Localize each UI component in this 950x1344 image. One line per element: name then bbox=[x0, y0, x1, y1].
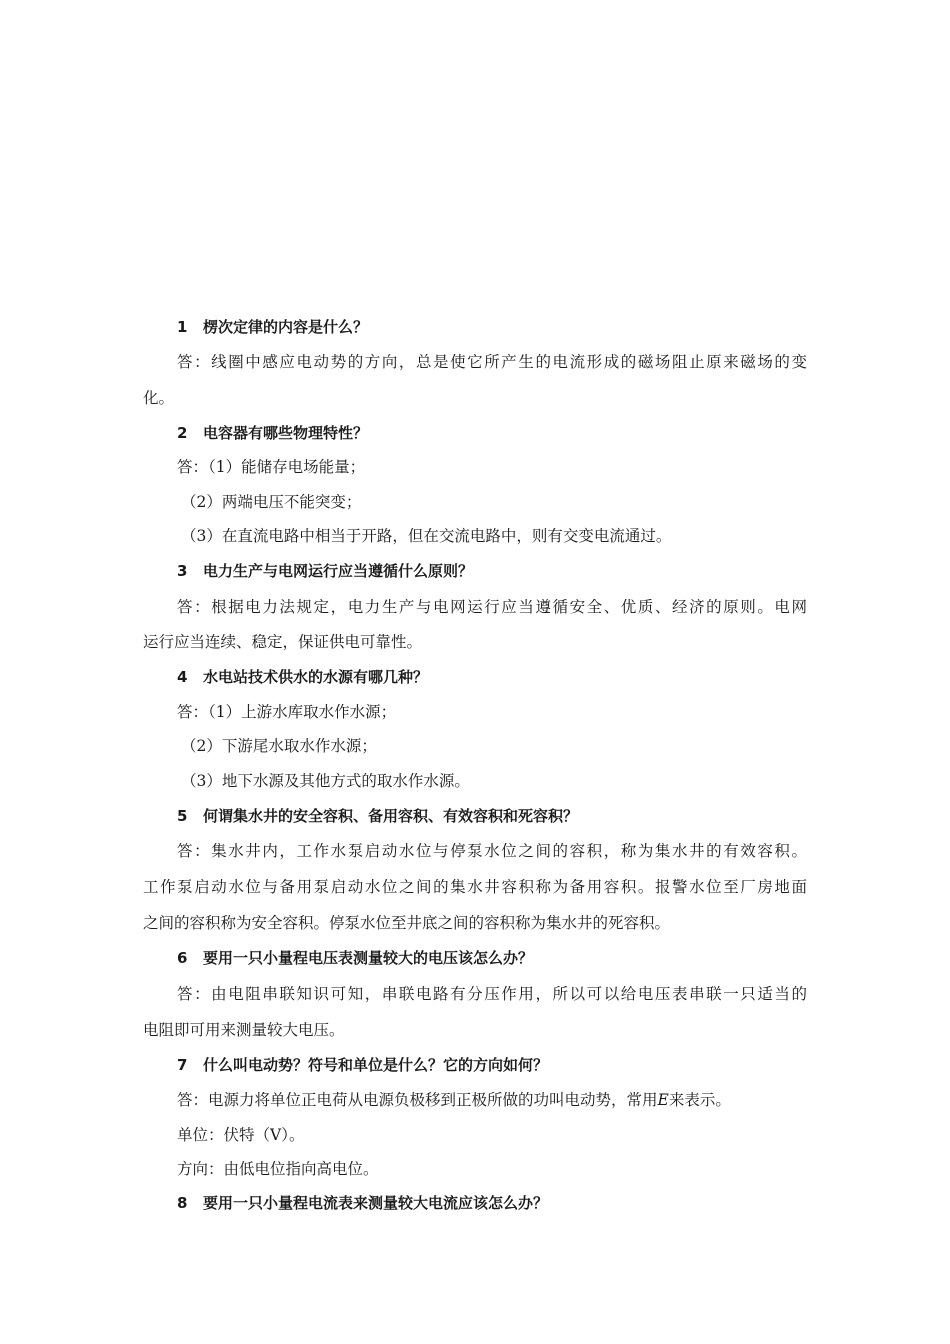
emf-symbol: E bbox=[657, 1091, 669, 1109]
answer-line: 运行应当连续、稳定，保证供电可靠性。 bbox=[143, 633, 423, 651]
answer-line: 化。 bbox=[143, 389, 175, 407]
answer-text: 来表示。 bbox=[668, 1091, 731, 1109]
answer-line: 工作泵启动水位与备用泵启动水位之间的集水井容积称为备用容积。报警水位至厂房地面 bbox=[143, 878, 807, 896]
question-title: 水电站技术供水的水源有哪几种？ bbox=[203, 668, 429, 686]
answer-line: （2）下游尾水取水作水源； bbox=[181, 737, 377, 755]
question-6-heading bbox=[177, 948, 842, 968]
question-number: 8 bbox=[177, 1194, 188, 1212]
question-title: 电力生产与电网运行应当遵循什么原则？ bbox=[203, 562, 474, 580]
question-7-heading bbox=[177, 1055, 842, 1075]
question-number: 3 bbox=[177, 562, 188, 580]
question-title: 要用一只小量程电流表来测量较大电流应该怎么办？ bbox=[203, 1194, 549, 1212]
answer-line: 单位：伏特（V）。 bbox=[177, 1126, 305, 1144]
question-number: 5 bbox=[177, 807, 188, 825]
answer-line: （3）在直流电路中相当于开路，但在交流电路中，则有交变电流通过。 bbox=[181, 527, 672, 545]
answer-line: 方向：由低电位指向高电位。 bbox=[177, 1160, 379, 1178]
answer-line: （3）地下水源及其他方式的取水作水源。 bbox=[181, 772, 470, 790]
answer-line: 答：由电阻串联知识可知，串联电路有分压作用，所以可以给电压表串联一只适当的 bbox=[177, 985, 807, 1003]
answer-line: 答：集水井内，工作水泵启动水位与停泵水位之间的容积，称为集水井的有效容积。 bbox=[177, 842, 807, 860]
question-title: 楞次定律的内容是什么？ bbox=[203, 318, 369, 336]
question-3-heading bbox=[177, 561, 842, 581]
answer-line: 电阻即可用来测量较大电压。 bbox=[143, 1021, 345, 1039]
question-number: 4 bbox=[177, 668, 188, 686]
answer-line: 之间的容积称为安全容积。停泵水位至井底之间的容积称为集水井的死容积。 bbox=[143, 914, 671, 932]
question-4-heading bbox=[177, 667, 842, 687]
question-title: 何谓集水井的安全容积、备用容积、有效容积和死容积？ bbox=[203, 807, 579, 825]
question-1-heading bbox=[177, 317, 842, 337]
answer-line bbox=[177, 1090, 842, 1110]
question-number: 1 bbox=[177, 318, 188, 336]
question-8-heading bbox=[177, 1193, 842, 1213]
question-5-heading bbox=[177, 806, 842, 826]
question-title: 什么叫电动势？符号和单位是什么？它的方向如何？ bbox=[203, 1056, 549, 1074]
answer-line: 答：（1）上游水库取水作水源； bbox=[177, 703, 397, 721]
question-title: 电容器有哪些物理特性？ bbox=[203, 424, 369, 442]
answer-line: （2）两端电压不能突变； bbox=[181, 493, 362, 511]
question-number: 7 bbox=[177, 1056, 188, 1074]
question-2-heading bbox=[177, 423, 842, 443]
answer-line: 答：线圈中感应电动势的方向，总是使它所产生的电流形成的磁场阻止原来磁场的变 bbox=[177, 353, 807, 371]
answer-text: 答：电源力将单位正电荷从电源负极移到正极所做的功叫电动势，常用 bbox=[177, 1091, 658, 1109]
question-number: 6 bbox=[177, 949, 188, 967]
question-number: 2 bbox=[177, 424, 188, 442]
answer-line: 答：（1）能储存电场能量； bbox=[177, 458, 366, 476]
answer-line: 答：根据电力法规定，电力生产与电网运行应当遵循安全、优质、经济的原则。电网 bbox=[177, 598, 807, 616]
question-title: 要用一只小量程电压表测量较大的电压该怎么办？ bbox=[203, 949, 534, 967]
